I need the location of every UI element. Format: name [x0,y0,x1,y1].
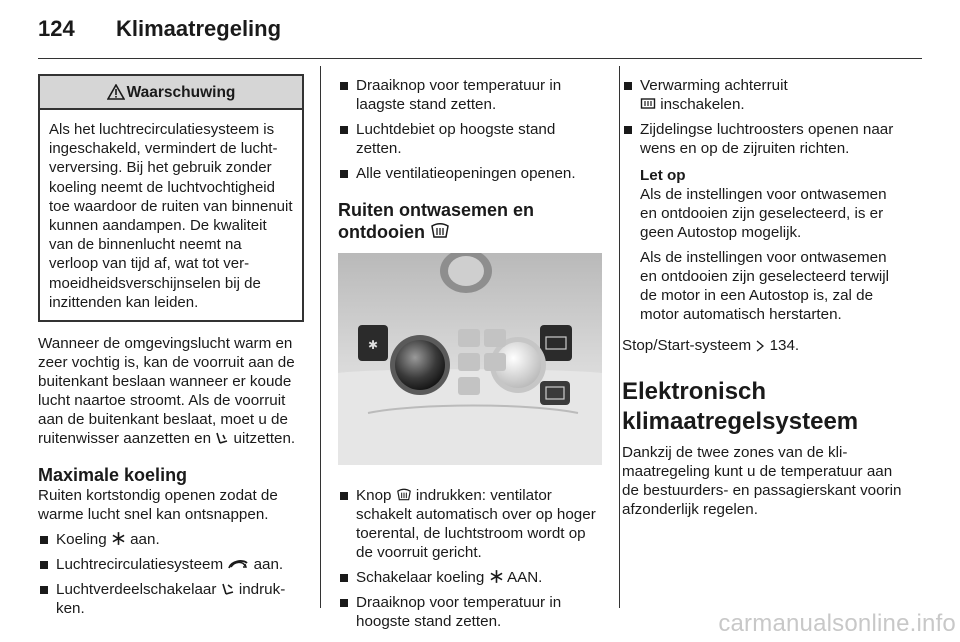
list-item [622,76,904,114]
svg-text:✱: ✱ [367,338,379,352]
watermark: carmanualsonline.info [718,610,956,637]
text: Knop [356,487,396,504]
heading-electronic-climate-control: Elektronisch klimaatregelsysteem [622,378,859,435]
recirculation-icon [227,557,249,571]
snowflake-icon [111,531,126,546]
text: indrukken. [56,581,286,618]
text: inschakelen. [656,96,745,113]
text: uitzetten. [229,430,296,448]
header-rule [38,58,922,59]
column-divider [320,66,321,608]
warning-header [40,76,302,110]
paragraph-intro: Ruiten kortstondig openen zodat de warme lucht snel kan ontsnappen. [38,487,278,524]
warning-title: Waarschuwing [126,83,236,101]
climate-control-panel-image [338,253,602,465]
heading-maximum-cooling: Maximale koeling [38,465,188,486]
windscreen-defrost-icon [430,222,450,240]
paragraph-outer-fogging [38,334,304,448]
heading-defog-defrost [338,199,604,243]
note-text: Als de instellingen voor ontwasemen en ontdooien zijn geselecteerd, is er geen Autostop mogelijk. [640,186,887,241]
snowflake-icon [489,569,504,584]
cross-reference [622,336,904,355]
list-item: Luchtdebiet op hoogste stand zetten. [338,120,604,158]
list-item [38,530,304,549]
text: Stop/Start-systeem [622,337,756,354]
windscreen-defrost-icon [396,488,412,502]
column-1 [38,72,304,618]
text: Schakelaar koeling [356,569,489,586]
air-distribution-icon [215,431,229,445]
text: Ruiten ontwasemen en ontdooien [338,200,535,242]
warning-triangle-icon [107,84,125,100]
page-number: 124 [38,16,75,41]
text: Koeling [56,531,111,549]
text: aan. [249,556,284,574]
warning-box [38,74,304,322]
text: aan. [125,531,160,549]
text: 134. [765,337,800,354]
column-2 [338,72,604,631]
page-header [38,16,281,50]
column-divider [619,66,620,608]
text: Luchtrecirculatiesysteem [56,556,228,574]
paragraph-dual-zone: Dankzij de twee zones van de klimaatregeling kunt u de temperatuur aan de bestuurders- en passagierskant voorin afzonderlijk regelen. [622,444,902,518]
list-item: Draaiknop voor temperatuur in laagste stand zetten. [338,76,604,114]
list-item [38,555,304,574]
page-reference-arrow-icon [755,340,765,352]
text: indrukken: ventilator schakelt automatisch over op hoger toerental, de luchtstroom wordt op de voorruit gericht. [356,487,596,561]
page-title: Klimaatregeling [116,16,282,41]
list-item [338,568,604,587]
text: AAN. [503,569,543,586]
warning-text: Als het luchtrecirculatiesysteem is ingeschakeld, vermindert de luchtverversing. Bij het gebruik zonder koeling neemt de luchtvochtigheid toe waardoor de ruiten van binnenuit kunnen aandampen. De kwaliteit van de binnenlucht neemt na verloop van tijd af, wat tot vermoeidheidsverschijnselen bij de inzittenden kan leiden. [49,121,293,311]
list-item: Zijdelingse luchtroosters openen naar wens en op de zijruiten richten. [622,120,904,158]
list-item [38,580,304,618]
note-text: Als de instellingen voor ontwasemen en ontdooien zijn geselecteerd terwijl de motor in een Autostop is, zal de motor automatisch herstarten. [640,249,890,323]
text: Luchtverdeelschakelaar [56,581,221,599]
note-title: Let op [640,167,686,184]
air-distribution-icon [221,582,235,596]
column-3 [622,72,904,519]
text: Wanneer de omgevingslucht warm en zeer vochtig is, kan de voorruit aan de buitenkant beslaan wanneer er koude lucht naartoe stroomt. Als de voorruit aan de buitenkant beslaat, moet u de ruitenwisser aanzetten en [38,335,295,448]
list-item: Draaiknop voor temperatuur in hoogste stand zetten. [338,593,604,631]
list-item [338,486,604,562]
text: Verwarming achterruit [640,77,788,94]
list-item: Alle ventilatieopeningen openen. [338,164,604,183]
rear-window-heating-icon [640,97,656,111]
